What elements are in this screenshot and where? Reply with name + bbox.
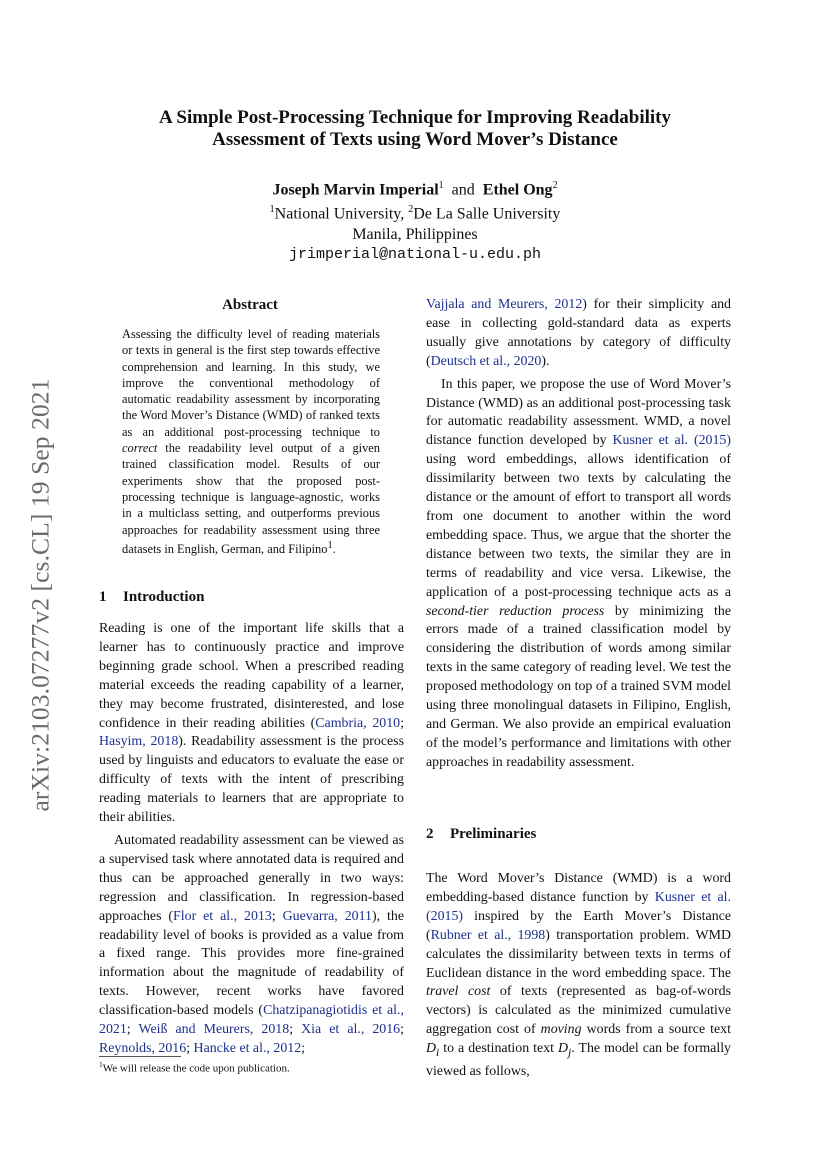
author-1-affil-mark: 1 bbox=[438, 180, 444, 191]
author-names bbox=[100, 176, 730, 200]
emphasis: travel cost bbox=[426, 984, 491, 1000]
abstract-text bbox=[122, 326, 380, 557]
section-number: 1 bbox=[99, 589, 107, 605]
text-run: ) transportation problem. WMD calculates the dissimilarity between texts in terms of Euclidean distance in the word embedding space. The bbox=[426, 927, 731, 981]
text-run: ; bbox=[400, 715, 404, 731]
section-heading-preliminaries bbox=[426, 826, 536, 843]
section-title: Introduction bbox=[123, 589, 205, 605]
citation-link[interactable]: Reynolds, 2016 bbox=[99, 1040, 187, 1056]
text-run: Reading is one of the important life skills that a learner has to continuously practice and improve beginning grade school. When a prescribed reading material exceeds the reading capability of a learner, they may become frustrated, disinterested, and lose confidence in their reading abilities ( bbox=[99, 621, 404, 731]
text-run: ; bbox=[271, 908, 283, 924]
text-run: In this paper, we propose the use of Word Mover’s Distance (WMD) as an additional post-processing task for automatic readability assessment. WMD, a novel distance function developed by bbox=[426, 376, 731, 449]
author-and: and bbox=[451, 181, 475, 199]
text-run: by minimizing the errors made of a trained classification model by considering the distribution of words among similar texts in the same category of reading level. We test the proposed methodology on top of a trained SVM model using three monolingual datasets in Filipino, English, and German. We also provide an empirical evaluation of the model’s performance and limitations with other approaches in readability assessment. bbox=[426, 603, 732, 770]
math-symbol: D bbox=[558, 1041, 569, 1057]
intro-paragraph-2 bbox=[99, 832, 404, 1059]
abstract-text-part: . bbox=[332, 541, 336, 556]
affiliation-1: National University, bbox=[274, 205, 409, 223]
text-run: The Word Mover’s Distance (WMD) is a word embedding-based distance function by bbox=[426, 871, 731, 905]
text-run: ; bbox=[186, 1040, 194, 1056]
footnote-text: We will release the code upon publication. bbox=[102, 1062, 290, 1075]
citation-link[interactable]: Hancke et al., 2012 bbox=[193, 1040, 302, 1056]
section-title: Preliminaries bbox=[450, 826, 537, 842]
citation-link[interactable]: Chatzipanagiotidis et al., 2021 bbox=[99, 1003, 404, 1038]
text-run: ), the readability level of books is provided as a value from a fixed range. This provides more fine-grained information about the magnitude of readability of texts. However, recent works have favored classification-based models ( bbox=[99, 908, 404, 1019]
citation-link[interactable]: Xia et al., 2016 bbox=[301, 1022, 401, 1038]
text-run: inspired by the Earth Mover’s Distance ( bbox=[426, 908, 731, 943]
introduction-column bbox=[99, 620, 404, 1059]
author-email[interactable]: jrimperial@national-u.edu.ph bbox=[288, 245, 542, 263]
section-heading-introduction bbox=[99, 589, 204, 606]
text-run: to a destination text bbox=[439, 1041, 558, 1057]
text-run: . The model can be formally viewed as follows, bbox=[426, 1041, 731, 1079]
abstract-emphasis: correct bbox=[122, 441, 158, 456]
text-run: ; bbox=[126, 1022, 139, 1038]
prelim-paragraph-1 bbox=[426, 870, 731, 1082]
abstract-heading: Abstract bbox=[222, 297, 278, 313]
author-1: Joseph Marvin Imperial bbox=[272, 181, 439, 199]
math-symbol: D bbox=[426, 1041, 437, 1057]
affil-mark-2: 2 bbox=[408, 204, 414, 216]
affiliation-2: De La Salle University bbox=[413, 205, 561, 223]
abstract-text-part: Assessing the difficulty level of reading materials or texts in general is the first step towards effective comprehension and learning. In this study, we improve the conventional methodology of automatic readability assessment by incorporating the Word Mover’s Distance (WMD) of ranked texts as an additional post-processing technique to bbox=[122, 327, 380, 439]
arxiv-identifier bbox=[20, 330, 60, 860]
text-run: ). Readability assessment is the process used by linguists and educators to evaluate the ease or difficulty of texts with the intent of prescribing reading materials to learners that are appropriate to their abilities. bbox=[99, 734, 404, 826]
text-run: ) for their simplicity and ease in collecting gold-standard data as experts usually give annotations by category of difficulty ( bbox=[426, 297, 731, 369]
introduction-column-continued bbox=[426, 296, 731, 773]
title-line-1: A Simple Post-Processing Technique for Improving Readability bbox=[159, 107, 671, 128]
citation-link[interactable]: Hasyim, 2018 bbox=[99, 734, 179, 750]
citation-link[interactable]: Cambria, 2010 bbox=[315, 715, 401, 731]
author-block bbox=[100, 176, 730, 265]
affiliations bbox=[100, 200, 730, 224]
intro-paragraph-2-continued bbox=[426, 296, 731, 372]
intro-paragraph-1 bbox=[99, 620, 404, 828]
citation-link[interactable]: Weiß and Meurers, 2018 bbox=[138, 1022, 290, 1038]
text-run: of texts (represented as bag-of-words vectors) is calculated as the minimized cumulative aggregation cost of bbox=[426, 984, 731, 1038]
text-run: ). bbox=[541, 353, 550, 369]
text-run: Automated readability assessment can be viewed as a supervised task where annotated data is required and thus can be approached generally in two ways: regression and classification. In regression-based approaches ( bbox=[99, 832, 404, 924]
preliminaries-column bbox=[426, 870, 731, 1082]
section-number: 2 bbox=[426, 826, 434, 842]
text-run: using word embeddings, allows identification of dissimilarity between two texts by calculating the distance or the amount of effort to transport all words from one document to another within the word embedding space. Thus, we argue that the shorter the distance between two texts, the similar they are in terms of readability and vice versa. Likewise, the application of a post-processing technique acts as a bbox=[426, 452, 731, 600]
title-line-2: Assessment of Texts using Word Mover’s Distance bbox=[212, 129, 618, 150]
paper-title bbox=[100, 107, 730, 151]
author-2: Ethel Ong bbox=[482, 181, 553, 199]
math-subscript: i bbox=[436, 1045, 440, 1059]
citation-link[interactable]: Rubner et al., 1998 bbox=[430, 927, 546, 943]
citation-link[interactable]: Guevarra, 2011 bbox=[282, 908, 372, 924]
affil-mark-1: 1 bbox=[269, 204, 275, 216]
abstract-text-part: the readability level output of a given trained classification model. Results of our experiments show that the proposed post-processing technique is language-agnostic, works in a multiclass setting, and outperforms previous approaches for readability assessment using three datasets in English, German, and Filipino bbox=[122, 441, 380, 556]
citation-link[interactable]: Flor et al., 2013 bbox=[173, 908, 272, 924]
arxiv-identifier-text: arXiv:2103.07277v2 [cs.CL] 19 Sep 2021 bbox=[25, 378, 55, 812]
footnote-number: 1 bbox=[99, 1060, 103, 1069]
author-2-affil-mark: 2 bbox=[552, 180, 558, 191]
footnote bbox=[99, 1060, 290, 1075]
emphasis: moving bbox=[540, 1022, 582, 1038]
text-run: words from a source text bbox=[581, 1022, 731, 1038]
text-run: ; bbox=[301, 1040, 306, 1056]
text-run: ; bbox=[289, 1022, 302, 1038]
citation-link[interactable]: Deutsch et al., 2020 bbox=[430, 353, 542, 369]
emphasis: second-tier reduction process bbox=[426, 603, 605, 619]
citation-link[interactable]: Vajjala and Meurers, 2012 bbox=[426, 297, 583, 312]
intro-paragraph-3 bbox=[426, 376, 731, 773]
citation-link[interactable]: Kusner et al. (2015) bbox=[612, 433, 731, 449]
location: Manila, Philippines bbox=[352, 225, 478, 243]
citation-link[interactable]: Kusner et al. (2015) bbox=[426, 889, 731, 924]
math-subscript: j bbox=[568, 1045, 572, 1059]
text-run: ; bbox=[400, 1022, 404, 1038]
footnote-marker[interactable]: 1 bbox=[327, 539, 333, 551]
footnote-divider bbox=[99, 1056, 181, 1057]
